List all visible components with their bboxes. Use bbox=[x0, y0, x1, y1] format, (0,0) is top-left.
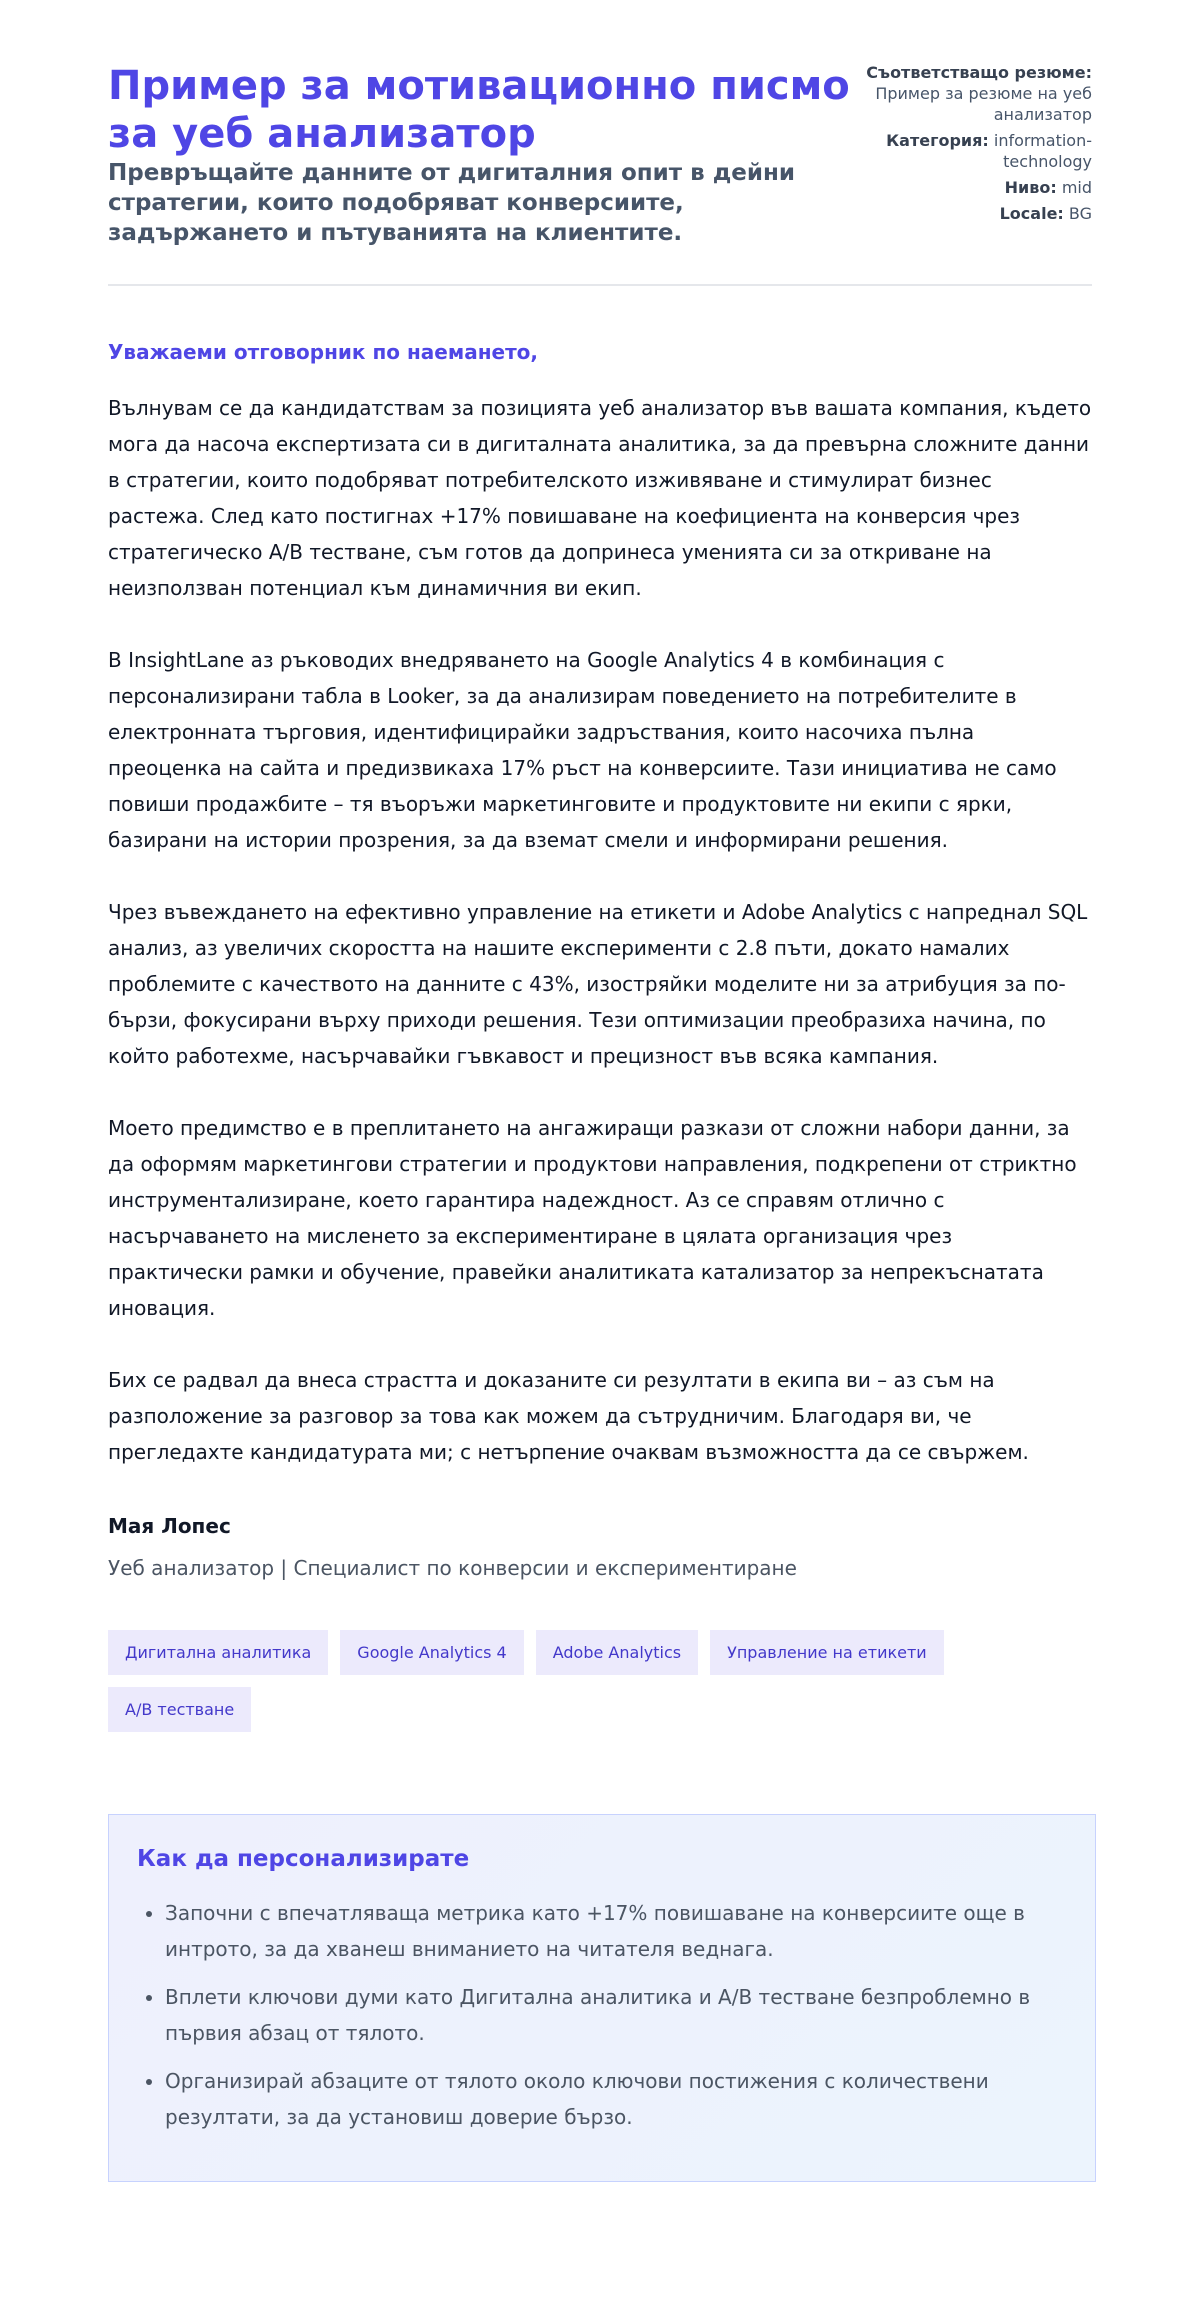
letter-paragraph: Бих се радвал да внеса страстта и доказаните си резултати в екипа ви – аз съм на разположение за разговор за това как можем да сътрудничим. Благодаря ви, че прегледахте кандидатурата ми; с нетърпение очаквам възможността да се свържем. bbox=[108, 1368, 1029, 1464]
skill-tag: Google Analytics 4 bbox=[340, 1630, 523, 1675]
letter-greeting: Уважаеми отговорник по наемането, bbox=[108, 340, 539, 364]
customization-tips bbox=[108, 1814, 1096, 2182]
skill-tag: A/B тестване bbox=[108, 1687, 251, 1732]
page-header bbox=[108, 62, 1092, 286]
meta-level bbox=[856, 177, 1092, 198]
skill-tag: Adobe Analytics bbox=[536, 1630, 698, 1675]
meta-panel bbox=[856, 62, 1092, 229]
meta-value: BG bbox=[1068, 204, 1092, 223]
meta-matching-resume bbox=[856, 62, 1092, 125]
page-title: Пример за мотивационно писмо за уеб анализатор bbox=[108, 63, 850, 157]
letter-paragraph: Моето предимство е в преплитането на ангажиращи разкази от сложни набори данни, за да оформям маркетингови стратегии и продуктови направления, подкрепени от стриктно инструментализиране, което гарантира надеждност. Аз се справям отлично с насърчаването на мисленето за експериментиране в цялата организация чрез практически рамки и обучение, правейки аналитиката катализатор за непрекъснатата иновация. bbox=[108, 1116, 1077, 1320]
tip-item: • Организирай абзаците от тялото около ключови постижения с количествени резултати, за да установиш доверие бързо. bbox=[165, 2063, 1067, 2135]
skill-tag: Управление на етикети bbox=[710, 1630, 944, 1675]
header-titles bbox=[108, 62, 856, 248]
matching-resume-link[interactable]: Пример за резюме на уеб анализатор bbox=[875, 84, 1092, 124]
meta-category bbox=[856, 130, 1092, 172]
meta-key: Съответстващо резюме: bbox=[866, 63, 1092, 82]
meta-key: Locale: bbox=[999, 204, 1064, 223]
page-subtitle: Превръщайте данните от дигиталния опит в дейни стратегии, които подобряват конверсиите, задържането и пътуванията на клиентите. bbox=[108, 160, 795, 246]
letter-paragraph: В InsightLane аз ръководих внедряването на Google Analytics 4 в комбинация с персонализирани табла в Looker, за да анализирам поведението на потребителите в електронната търговия, идентифицирайки задръствания, които насочиха пълна преоценка на сайта и предизвикаха 17% ръст на конверсиите. Тази инициатива не само повиши продажбите – тя въоръжи маркетинговите и продуктовите ни екипи с ярки, базирани на истории прозрения, за да вземат смели и информирани решения. bbox=[108, 648, 1057, 852]
letter-paragraph: Вълнувам се да кандидатствам за позицията уеб анализатор във вашата компания, където мога да насоча експертизата си в дигиталната аналитика, за да превърна сложните данни в стратегии, които подобряват потребителското изживяване и стимулират бизнес растежа. След като постигнах +17% повишаване на коефициента на конверсия чрез стратегическо A/B тестване, съм готов да допринеса уменията си за откриване на неизползван потенциал към динамичния ви екип. bbox=[108, 396, 1092, 600]
signature-title: Уеб анализатор | Специалист по конверсии и експериментиране bbox=[108, 1556, 797, 1580]
tip-item: • Вплети ключови думи като Дигитална аналитика и A/B тестване безпроблемно в първия абзац от тялото. bbox=[165, 1979, 1067, 2051]
meta-value: mid bbox=[1061, 178, 1092, 197]
tip-item: • Започни с впечатляваща метрика като +17% повишаване на конверсиите още в интрото, за да хванеш вниманието на читателя веднага. bbox=[165, 1895, 1067, 1967]
meta-key: Категория: bbox=[886, 131, 989, 150]
letter-body bbox=[108, 390, 1092, 1470]
meta-locale bbox=[856, 203, 1092, 224]
tips-list bbox=[137, 1895, 1067, 2135]
skill-tags bbox=[108, 1630, 1098, 1744]
letter-paragraph: Чрез въвеждането на ефективно управление на етикети и Adobe Analytics с напреднал SQL анализ, аз увеличих скоростта на нашите експерименти с 2.8 пъти, докато намалих проблемите с качеството на данните с 43%, изостряйки моделите ни за атрибуция за по-бързи, фокусирани върху приходи решения. Тези оптимизации преобразиха начина, по който работехме, насърчавайки гъвкавост и прецизност във всяка кампания. bbox=[108, 900, 1088, 1068]
letter bbox=[108, 338, 1092, 1582]
meta-key: Ниво: bbox=[1004, 178, 1057, 197]
signature-name: Мая Лопес bbox=[108, 1514, 231, 1538]
meta-value: information-technology bbox=[993, 131, 1092, 171]
tips-title: Как да персонализирате bbox=[137, 1846, 470, 1872]
skill-tag: Дигитална аналитика bbox=[108, 1630, 328, 1675]
